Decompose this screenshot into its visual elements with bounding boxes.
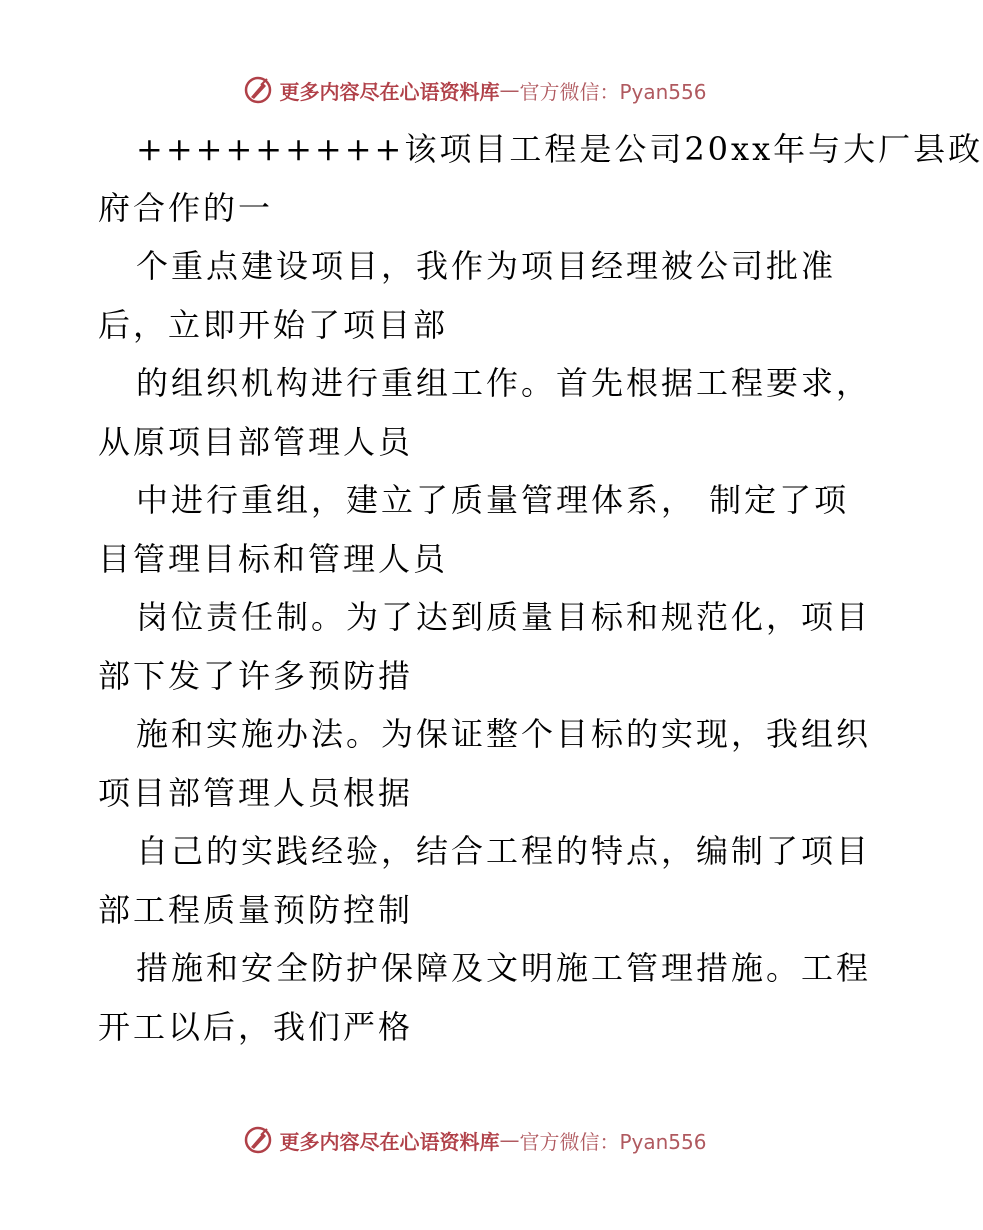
- banner-site-text: 更多内容尽在心语资料库: [279, 79, 500, 104]
- header-banner: [0, 70, 950, 110]
- banner-separator: —: [499, 78, 520, 102]
- text-line: 部下发了许多预防措: [98, 656, 414, 695]
- text-line: 从原项目部管理人员: [98, 422, 414, 461]
- banner-site-text: 更多内容尽在心语资料库: [279, 1129, 500, 1154]
- text-line: 开工以后，我们严格: [98, 1007, 414, 1046]
- text-line: 中进行重组，建立了质量管理体系， 制定了项: [136, 481, 850, 519]
- text-line: 措施和安全防护保障及文明施工管理措施。工程: [136, 949, 872, 987]
- text-line: 的组织机构进行重组工作。首先根据工程要求，: [136, 364, 872, 402]
- text-line: 目管理目标和管理人员: [98, 539, 449, 578]
- banner-separator: —: [499, 1128, 520, 1152]
- feather-quill-circle-icon: [243, 1125, 273, 1155]
- text-line: 自己的实践经验，结合工程的特点，编制了项目: [136, 832, 872, 870]
- text-line: 后，立即开始了项目部: [98, 305, 449, 344]
- text-line: 个重点建设项目，我作为项目经理被公司批准: [136, 247, 837, 285]
- text-line: 项目部管理人员根据: [98, 773, 414, 812]
- feather-quill-circle-icon: [243, 75, 273, 105]
- text-line: 府合作的一: [98, 188, 274, 227]
- footer-banner: [0, 1120, 950, 1160]
- text-line: 部工程质量预防控制: [98, 890, 414, 929]
- text-line: +++++++++该项目工程是公司20xx年与大厂县政: [136, 130, 983, 168]
- banner-contact-text: 官方微信：Pyan556: [519, 79, 707, 104]
- banner-contact-text: 官方微信：Pyan556: [519, 1129, 707, 1154]
- text-line: 岗位责任制。为了达到质量目标和规范化，项目: [136, 598, 872, 636]
- text-line: 施和实施办法。为保证整个目标的实现，我组织: [136, 715, 872, 753]
- document-body: [98, 120, 983, 1056]
